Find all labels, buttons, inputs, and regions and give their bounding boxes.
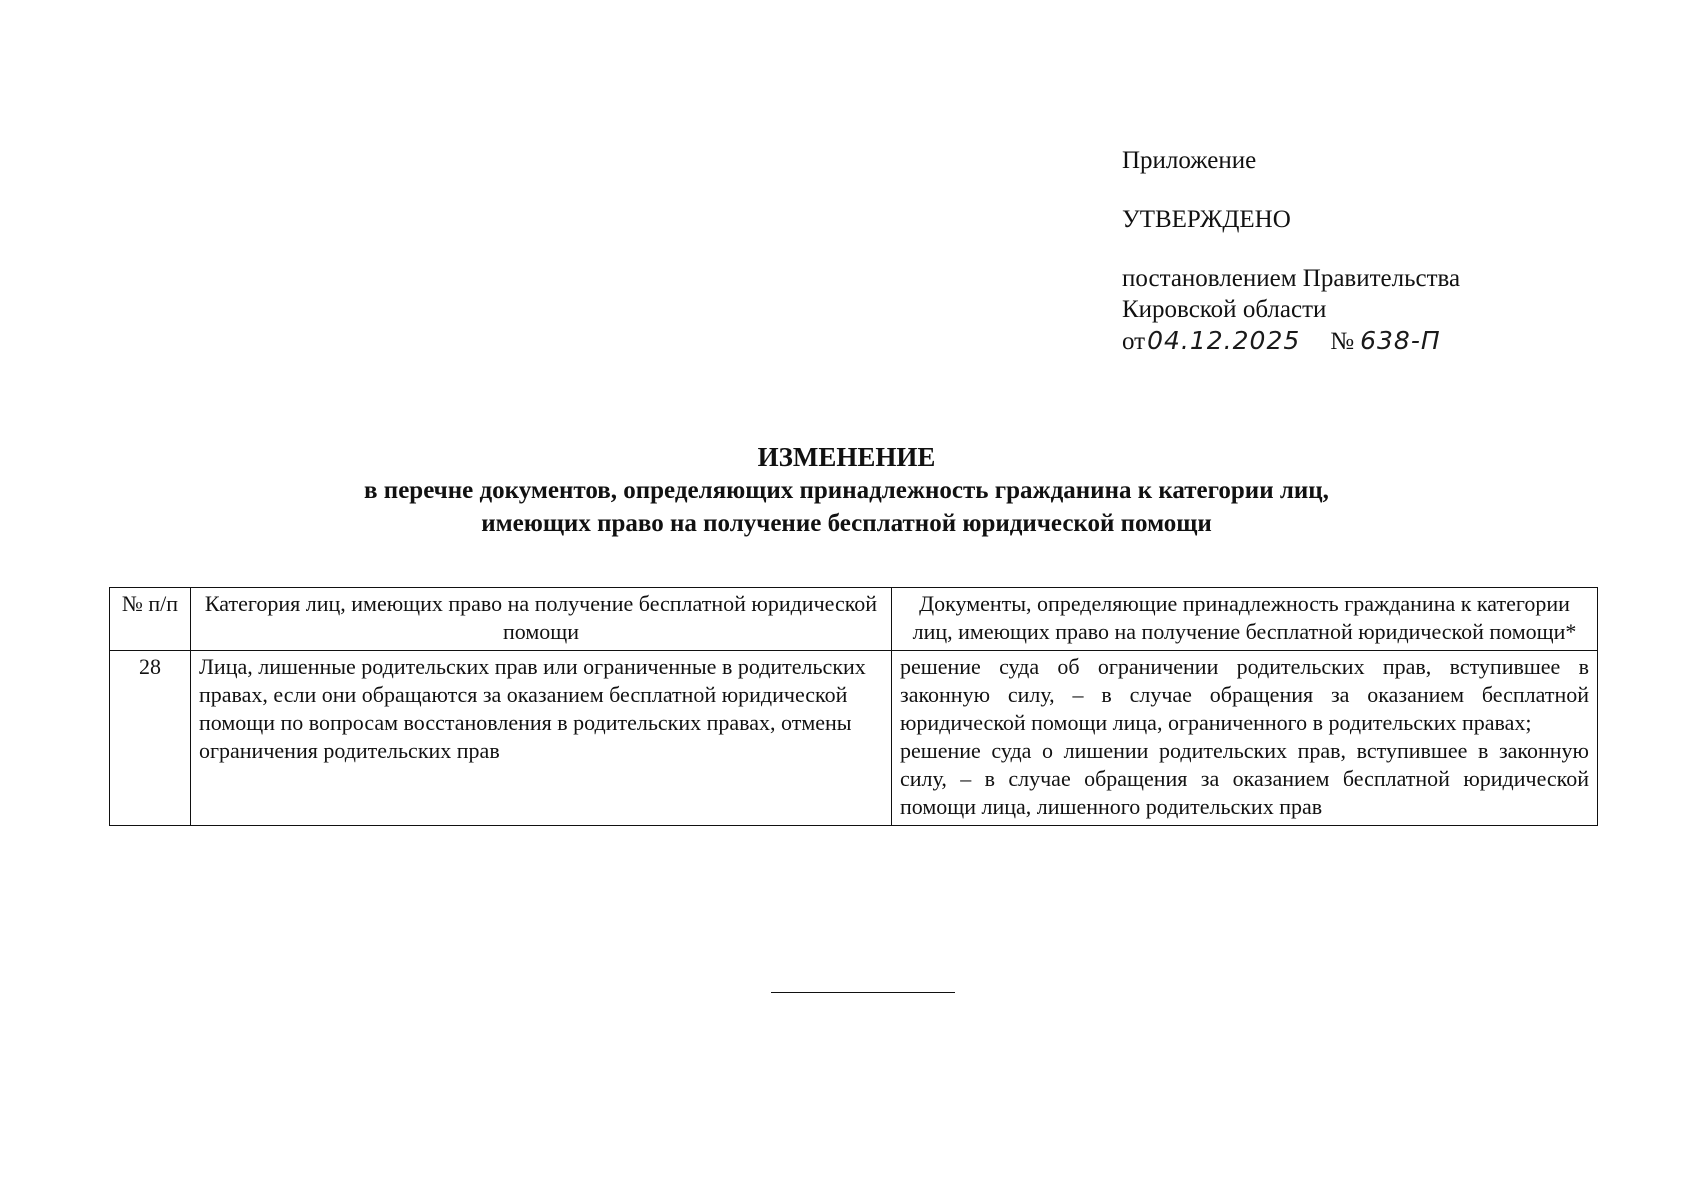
number-sign: № xyxy=(1330,328,1355,355)
date-prefix: от xyxy=(1122,328,1146,355)
header-num: № п/п xyxy=(110,588,191,651)
table-row xyxy=(110,651,1598,826)
closing-rule xyxy=(771,992,955,993)
documents-table xyxy=(109,587,1598,826)
header-category: Категория лиц, имеющих право на получение бесплатной юридической помощи xyxy=(191,588,892,651)
approved-by-line2: Кировской области xyxy=(1122,296,1327,323)
approved-stamp-text: УТВЕРЖДЕНО xyxy=(1122,206,1291,233)
title-line-3: имеющих право на получение бесплатной юридической помощи xyxy=(481,510,1212,537)
row-num: 28 xyxy=(110,651,191,826)
row-documents xyxy=(892,651,1598,826)
row-category: Лица, лишенные родительских прав или ограниченные в родительских правах, если они обращаются за оказанием бесплатной юридической помощи по вопросам восстановления в родительских правах, отмены ограничения родительских прав xyxy=(191,651,892,826)
header-documents: Документы, определяющие принадлежность гражданина к категории лиц, имеющих право на получение бесплатной юридической помощи* xyxy=(892,588,1598,651)
table-header-row xyxy=(110,588,1598,651)
approval-block xyxy=(1122,145,1642,357)
title-main: ИЗМЕНЕНИЕ xyxy=(757,442,936,472)
document-item: решение суда об ограничении родительских прав, вступившее в законную силу, – в случае обращения за оказанием бесплатной юридической помощи лица, ограниченного в родительских правах; xyxy=(900,654,1589,735)
title-line-2: в перечне документов, определяющих принадлежность гражданина к категории лиц, xyxy=(364,477,1329,504)
decree-date: 04.12.2025 xyxy=(1147,326,1301,355)
appendix-label: Приложение xyxy=(1122,147,1257,174)
approved-by-line1: постановлением Правительства xyxy=(1122,265,1461,292)
document-item: решение суда о лишении родительских прав, вступившее в законную силу, – в случае обращения за оказанием бесплатной юридической помощи лица, лишенного родительских прав xyxy=(900,738,1589,819)
decree-number: 638-П xyxy=(1360,326,1441,355)
document-title xyxy=(0,440,1693,540)
decree-date-number xyxy=(1122,325,1642,357)
